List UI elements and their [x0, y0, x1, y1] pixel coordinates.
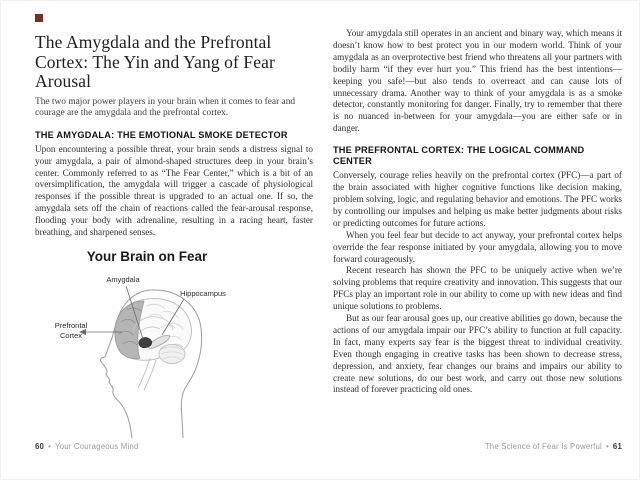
- right-paragraph-5: But as our fear arousal goes up, our creative abilities go down, because the actions of our amygdala impair our PFC’s ability to function at full capacity. In fact, many experts say fear is the biggest threat to individual creativity. Even though engaging in creative tasks has been shown to decrease stress, depression, and anxiety, fear changes our brains and impairs our ability to create new solutions, do our best work, and carry out those new solutions instead of forever practicing old ones.: [333, 313, 622, 395]
- figure-title: Your Brain on Fear: [86, 249, 208, 264]
- hippocampus-label: Hippocampus: [180, 289, 226, 298]
- right-page-footer: [485, 442, 622, 451]
- footer-separator: •: [605, 442, 609, 451]
- chapter-deck: The two major power players in your brain when it comes to fear and courage are the amygdala and the prefrontal cortex.: [35, 96, 296, 119]
- chapter-title: The Amygdala and the Prefrontal Cortex: The Yin and Yang of Fear Arousal: [35, 32, 275, 91]
- right-paragraph-3: When you feel fear but decide to act anyway, your prefrontal cortex helps override the fear response initiated by your amygdala, allowing you to move forward courageously.: [333, 229, 622, 264]
- right-page-number: 61: [612, 442, 622, 451]
- amygdala-paragraph: Upon encountering a possible threat, your brain sends a distress signal to your amygdala, a pair of almond-shaped structures deep in your brain’s center. Commonly referred to as “The Fear Center,” which is a bit of an oversimplification, the amygdala will trigger a cascade of physiological responses if the possible threat is upgraded to an actual one. If so, the amygdala sets off the chain of reactions called the fear-arousal response, flooding your body with adrenaline, resulting in a racing heart, faster breathing, and sharpened senses.: [35, 143, 313, 238]
- left-running-title: Your Courageous Mind: [55, 442, 139, 451]
- prefrontal-label-line1: Prefrontal: [54, 321, 88, 330]
- prefrontal-label-line2: Cortex: [59, 331, 83, 340]
- left-page-number: 60: [35, 442, 45, 451]
- right-page-column: [333, 0, 622, 396]
- brain-diagram: [35, 266, 315, 444]
- right-paragraph-2: Conversely, courage relies heavily on the prefrontal cortex (PFC)—a part of the brain associated with higher cognitive functions like decision making, problem solving, logic, and regulating behavior and emotions. The PFC works by controlling our impulses and helping us make better judgments about risks or predicting outcomes for future actions.: [333, 170, 622, 228]
- left-page-footer: [35, 442, 138, 451]
- right-paragraph-1: Your amygdala still operates in an ancient and binary way, which means it doesn’t know how to best protect you in our modern world. Think of your amygdala as an overprotective best friend who threatens all your partners with bodily harm “if they ever hurt you.” This friend has the best intentions—keeping you safe!—but also tends to overreact and can cause lots of unnecessary drama. Another way to think of your amygdala is as a smoke detector, constantly monitoring for danger. Finally, try to remember that there is no nuanced in-between for your amygdala—you are either safe or in danger.: [333, 28, 622, 134]
- section-heading-amygdala: THE AMYGDALA: THE EMOTIONAL SMOKE DETECTOR: [35, 129, 288, 140]
- amygdala-region: [139, 337, 152, 347]
- amygdala-label: Amygdala: [106, 275, 140, 284]
- footer-separator: •: [48, 442, 52, 451]
- section-heading-prefrontal: THE PREFRONTAL CORTEX: THE LOGICAL COMMAND CENTER: [333, 145, 585, 167]
- right-running-title: The Science of Fear Is Powerful: [484, 442, 602, 451]
- right-paragraph-4: Recent research has shown the PFC to be uniquely active when we’re solving problems that require creativity and innovation. This suggests that our PFCs play an important role in our ability to come up with new ideas and find unique solutions to problems.: [333, 265, 622, 312]
- left-page-column: [35, 0, 313, 239]
